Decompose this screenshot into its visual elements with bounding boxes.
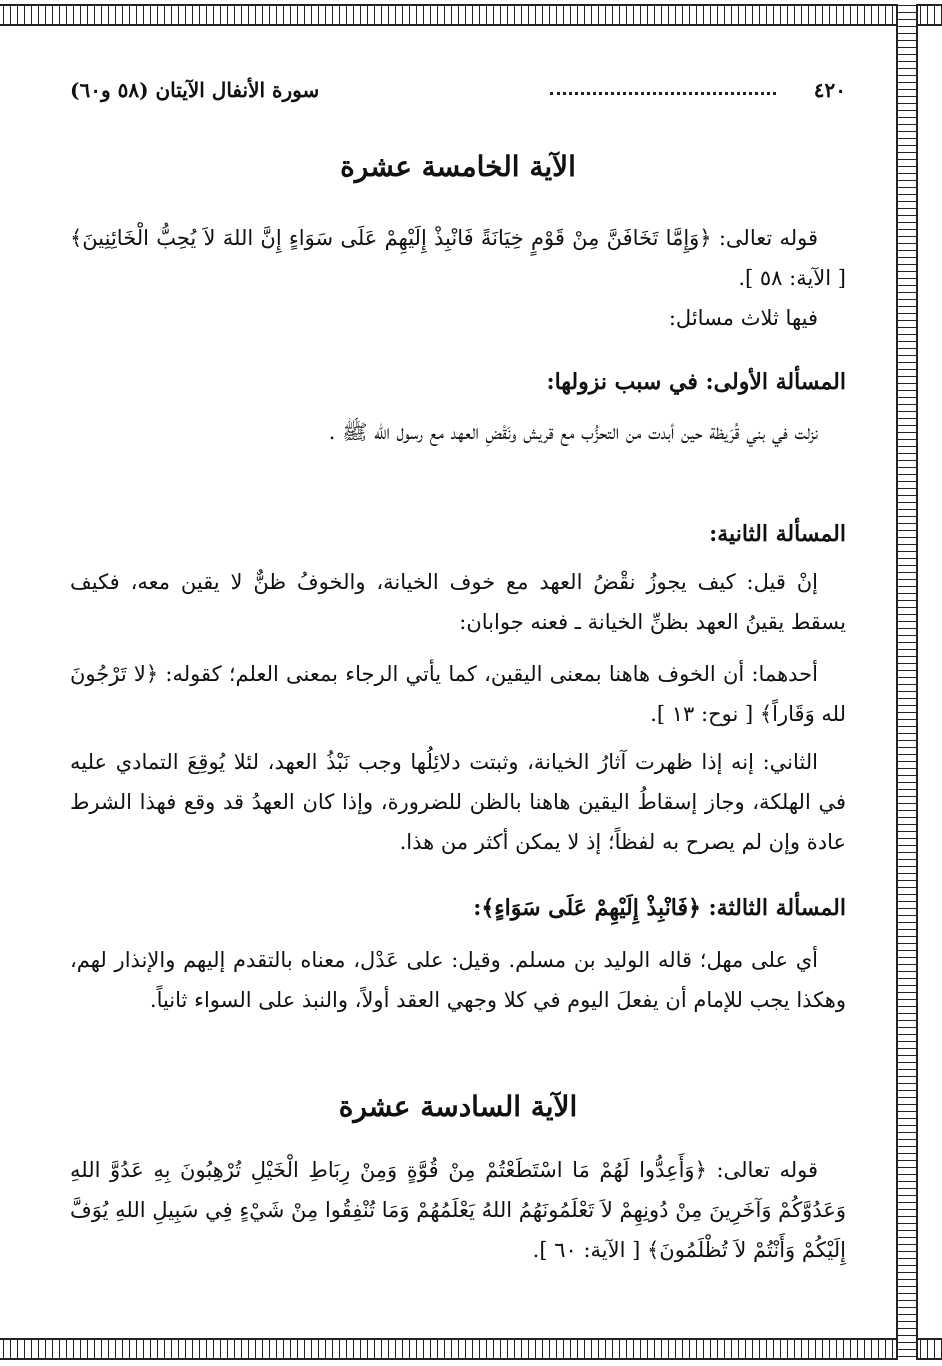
section-16-title: الآية السادسة عشرة [338,1090,578,1123]
issue-3-text: أي على مهل؛ قاله الوليد بن مسلم. وقيل: على عَدْل، معناه بالتقدم إليهم والإنذار لهم، وهكذا يجب للإمام أن يفعلَ اليوم في كلا وجهي العقد أولاً، والنبذ على السواء ثانياً. [70,948,846,1012]
issue-1-heading: المسألة الأولى: في سبب نزولها: [546,369,846,395]
issue-3-heading: المسألة الثالثة: ﴿فَانْبِذْ إِلَيْهِمْ عَلَى سَوَاءٍ﴾: [473,895,846,921]
surah-title: سورة الأنفال الآيتان (٥٨ و٦٠) [70,78,320,102]
book-page [70,60,846,1330]
issue-2-answer-2: الثاني: إنه إذا ظهرت آثارُ الخيانة، وثبتت دلائِلُها وجب نَبْذُ العهد، لئلا يُوقِعَ التمادي عليه في الهلكة، وجاز إسقاطُ اليقين هاهنا بالظن للضرورة، وإذا كان العهدُ قد وقع فهذا الشرط عادة وإن لم يصرح به لفظاً؛ إذ لا يمكن أكثر من هذا. [70,750,846,854]
section-15-verse: قوله تعالى: ﴿وَإِمَّا تَخَافَنَّ مِنْ قَوْمٍ خِيَانَةً فَانْبِذْ إِلَيْهِمْ عَلَى سَوَاءٍ إِنَّ اللهَ لاَ يُحِبُّ الْخَائِنِينَ﴾ [ الآية: ٥٨ ]. [70,226,846,290]
top-ornamental-border [0,4,942,26]
section-16-verse: قوله تعالى: ﴿وَأَعِدُّوا لَهُمْ مَا اسْتَطَعْتُمْ مِنْ قُوَّةٍ وَمِنْ رِبَاطِ الْخَيْلِ تُرْهِبُونَ بِهِ عَدُوَّ اللهِ وَعَدُوَّكُمْ وَآخَرِينَ مِنْ دُونِهِمْ لاَ تَعْلَمُونَهُمُ اللهُ يَعْلَمُهُمْ وَمَا تُنْفِقُوا مِنْ شَيْءٍ فِي سَبِيلِ اللهِ يُوَفَّ إِلَيْكُمْ وَأَنْتُمْ لاَ تُظْلَمُونَ﴾ [ الآية: ٦٠ ]. [70,1158,846,1262]
issue-2-question: إنْ قيل: كيف يجوزُ نقْضُ العهد مع خوف الخيانة، والخوفُ ظنٌّ لا يقين معه، فكيف يسقط يقينُ العهد بظنِّ الخيانة ـ فعنه جوابان: [70,570,846,634]
issues-count: فيها ثلاث مسائل: [668,306,818,330]
right-ornamental-border [896,4,918,1360]
page-number: ٤٢٠ [813,78,846,102]
bottom-ornamental-border [0,1338,942,1360]
section-15-title: الآية الخامسة عشرة [340,150,576,183]
running-header [70,78,846,112]
issue-1-text: نزلت في بني قُرَيظة حين أبدت من التحزُّب مع قريش ونَقْضِ العهد مع رسول الله ﷺ . [328,420,818,444]
header-dot-leader [550,92,776,95]
issue-2-answer-1: أحدهما: أن الخوف هاهنا بمعنى اليقين، كما يأتي الرجاء بمعنى العلم؛ كقوله: ﴿لا تَرْجُونَ لله وَقَاراً﴾ [ نوح: ١٣ ]. [70,662,846,726]
issue-2-heading: المسألة الثانية: [709,521,846,547]
